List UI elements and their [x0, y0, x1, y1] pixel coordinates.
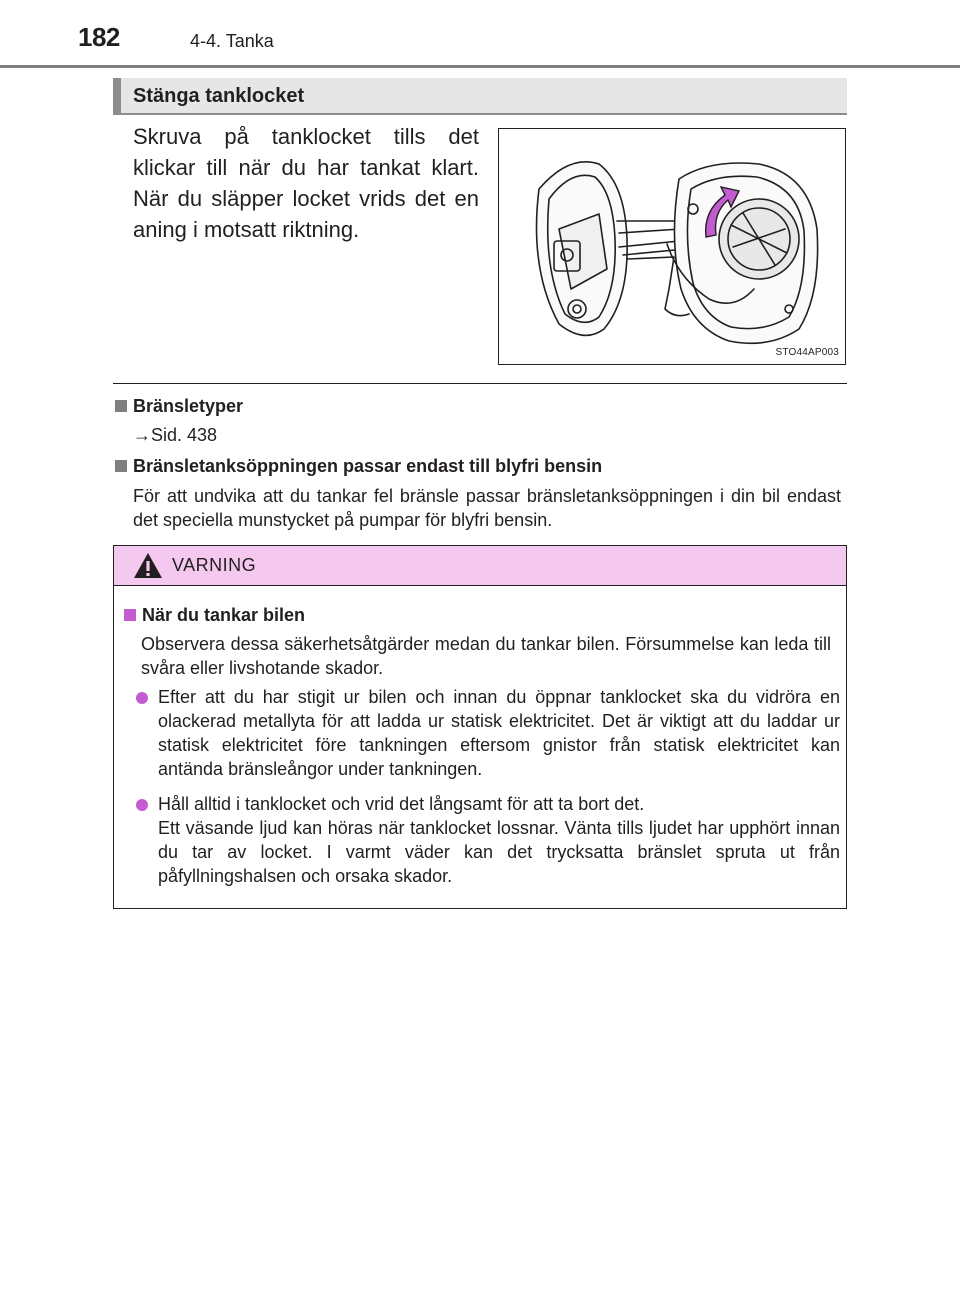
fuel-door-illustration	[498, 128, 846, 365]
section-divider	[113, 383, 847, 384]
item-fuel-types-heading: Bränsletyper	[133, 396, 244, 416]
item-fuel-types	[115, 396, 243, 417]
arrow-right-icon: →	[133, 425, 151, 445]
page-reference[interactable]	[133, 423, 217, 447]
section-intro: Skruva på tanklocket tills det klickar till när du har tankat klart. När du släpper locket vrids det en aning i motsatt riktning.	[133, 124, 479, 242]
square-bullet-icon	[115, 400, 127, 412]
item-unleaded-text: För att undvika att du tankar fel bränsle passar bränsletanksöppningen i din bil endast det speciella munstycket på pumpar för blyfri bensin.	[133, 486, 841, 530]
warning-bullet-2-cont: Ett väsande ljud kan höras när tanklocket lossnar. Vänta tills ljudet har upphört innan du tar av locket. I varmt väder kan det trycksatta bränslet spruta ut från påfyllningshalsen och orsaka skador.	[158, 818, 840, 886]
page-reference-text: Sid. 438	[151, 425, 218, 445]
bullet-dot-icon	[136, 798, 148, 816]
warning-bullet-1: Efter att du har stigit ur bilen och innan du öppnar tanklocket ska du vidröra en olackerad metallyta för att ladda ur statisk elektricitet. Det är viktigt att du laddar ur statisk elektricitet före tankningen eftersom gnistor från statisk elektricitet kan antända bränsleångor under tankningen.	[158, 687, 840, 779]
square-bullet-icon	[124, 609, 136, 621]
section-title: Stänga tanklocket	[133, 85, 305, 107]
warning-triangle-icon	[133, 552, 163, 579]
warning-header	[114, 546, 846, 586]
warning-bullet-2: Håll alltid i tanklocket och vrid det långsamt för att ta bort det.	[158, 794, 645, 814]
fuel-cap-drawing	[499, 129, 845, 364]
header-rule	[0, 65, 960, 68]
section-accent	[113, 78, 121, 113]
warning-subheading	[124, 605, 305, 626]
warning-label: VARNING	[172, 555, 257, 575]
square-bullet-icon	[115, 460, 127, 472]
bullet-dot-icon	[136, 691, 148, 709]
section-heading-bar	[113, 78, 847, 115]
warning-subheading-text: När du tankar bilen	[142, 605, 306, 625]
warning-box	[113, 545, 847, 909]
figure-code: STO44AP003	[775, 347, 839, 358]
item-unleaded-only	[115, 456, 602, 477]
warning-intro: Observera dessa säkerhetsåtgärder medan du tankar bilen. Försummelse kan leda till svåra eller livshotande skador.	[141, 634, 831, 678]
item-unleaded-heading: Bränsletanksöppningen passar endast till blyfri bensin	[133, 456, 603, 476]
chapter-title: 4-4. Tanka	[190, 31, 274, 51]
page-number: 182	[78, 22, 120, 52]
